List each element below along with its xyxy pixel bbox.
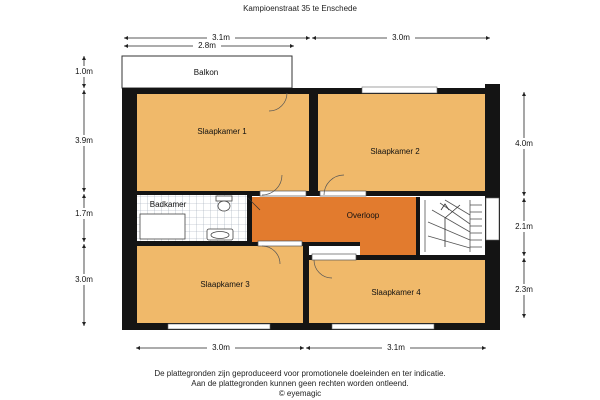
dim-bottom-left: 3.0m: [212, 343, 230, 352]
slaapkamer-2-area: [318, 94, 485, 191]
disclaimer-line-1: De plattegronden zijn geproduceerd voor promotionele doeleinden en ter indicatie.: [154, 369, 446, 378]
slaapkamer-2-label: Slaapkamer 2: [370, 147, 420, 156]
dim-left-slaapkamer-1: 3.9m: [75, 136, 93, 145]
dim-left-slaapkamer-3: 3.0m: [75, 275, 93, 284]
shower-tray: [140, 214, 185, 239]
dim-right-slaapkamer-2: 4.0m: [515, 139, 533, 148]
dim-right-stair: 2.1m: [515, 222, 533, 231]
plan-title: Kampioenstraat 35 te Enschede: [243, 4, 357, 13]
slaapkamer-3-label: Slaapkamer 3: [200, 280, 250, 289]
sink-basin: [211, 232, 229, 239]
toilet-bowl: [218, 201, 230, 211]
slaapkamer-1-label: Slaapkamer 1: [197, 127, 247, 136]
dim-left-balkon: 1.0m: [75, 67, 93, 76]
slaapkamer-1-area: [137, 94, 309, 191]
slaapkamer-4-label: Slaapkamer 4: [371, 288, 421, 297]
badkamer-label: Badkamer: [149, 200, 187, 209]
dim-right-slaapkamer-4: 2.3m: [515, 285, 533, 294]
toilet-tank: [216, 196, 232, 201]
disclaimer-line-2: Aan de plattegronden kunnen geen rechten worden ontleend.: [191, 379, 409, 388]
dim-top-left: 3.1m: [212, 33, 230, 42]
overloop-label: Overloop: [346, 211, 380, 220]
dim-left-middle: 1.7m: [75, 209, 93, 218]
balkon-label: Balkon: [193, 68, 219, 77]
copyright-line: © eyemagic: [278, 389, 322, 398]
dim-bottom-right: 3.1m: [387, 343, 405, 352]
disclaimer-footer: [0, 369, 600, 399]
dim-top-left-inner: 2.8m: [198, 41, 216, 50]
dim-top-right: 3.0m: [392, 33, 410, 42]
